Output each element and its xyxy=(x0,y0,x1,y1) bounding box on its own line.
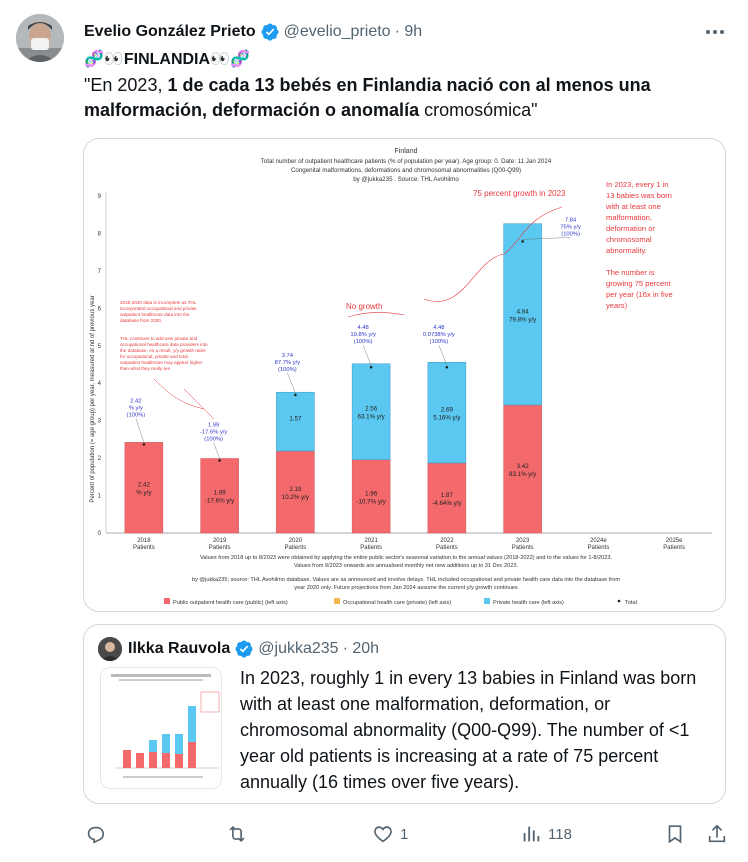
more-options-icon[interactable] xyxy=(704,24,726,40)
side-note-line: In 2023, every 1 in xyxy=(606,180,669,189)
side-note-line: with at least one xyxy=(606,202,661,211)
bar-public-value: 2.42 xyxy=(137,481,150,489)
side-note-line: growing 75 percent xyxy=(606,279,671,288)
quoted-avatar-photo xyxy=(98,637,122,661)
x-tick-label-year: 2021 xyxy=(364,538,378,544)
left-note-2-line: than what they really are. xyxy=(120,366,172,371)
quoted-tweet-header xyxy=(98,637,379,661)
growth-annotation: 75 percent growth in 2023 xyxy=(473,189,566,198)
reply-icon xyxy=(84,823,106,845)
quoted-tweet[interactable] xyxy=(83,624,726,804)
x-tick-label-patients: Patients xyxy=(133,545,155,551)
legend-swatch xyxy=(164,598,170,604)
total-label: (100%) xyxy=(429,339,449,346)
tweet-time[interactable]: · 9h xyxy=(394,23,423,40)
views-button[interactable] xyxy=(520,820,572,848)
legend-label: Public outpatient health care (public) (left axis) xyxy=(173,600,288,606)
chart-footnote-1: Values from 2018 up to 8/2023 were obtained by applying the entire public sector's seasonal variation to the annual values (2018-2022) and to the values for 1-8/2023. xyxy=(199,555,613,561)
left-note-2-line: outpatient healthcare may appear higher xyxy=(120,360,203,365)
left-note-2-line: occupational healthcare data providers into xyxy=(120,342,208,347)
x-tick-label-patients: Patients xyxy=(436,545,458,551)
bar-public-value: 2.19 xyxy=(289,485,302,493)
chart-footnote-4: year 2020 only. Future projections from Jan 2024 assume the current y/y growth continues xyxy=(294,585,518,591)
y-tick-label: 0 xyxy=(97,531,101,537)
side-note-line: per year (16x in five xyxy=(606,290,673,299)
tweet-text xyxy=(84,73,684,123)
side-note-line: malformation, xyxy=(606,213,653,222)
left-note-2-line: the database. As a result, y/y growth rates xyxy=(120,348,206,353)
legend-label: Total xyxy=(625,600,637,606)
views-icon xyxy=(520,823,542,845)
bar-private-value: 2.69 xyxy=(440,406,453,414)
y-tick-label: 8 xyxy=(97,231,101,238)
total-marker xyxy=(370,366,373,369)
side-note-line: 13 babies was born xyxy=(606,191,672,200)
legend-label: Occupational health care (private) (left axis) xyxy=(343,600,452,606)
total-label: 7.84 xyxy=(564,217,577,224)
y-tick-label: 9 xyxy=(97,194,101,200)
quoted-author-avatar[interactable] xyxy=(98,637,122,661)
retweet-button[interactable] xyxy=(226,820,254,848)
bar-public-value: 1.87 xyxy=(440,491,453,499)
bar-public-value: 1.96 xyxy=(365,490,378,498)
x-tick-label-year: 2025e xyxy=(665,538,683,544)
x-tick-label-year: 2022 xyxy=(440,538,454,544)
heart-icon xyxy=(372,823,394,845)
total-label: 2.42 xyxy=(130,398,142,405)
side-note-line: deformation or xyxy=(606,224,655,233)
reply-button[interactable] xyxy=(84,820,112,848)
x-tick-label-patients: Patients xyxy=(511,545,534,551)
total-label: 0.0738% y/y xyxy=(422,332,455,339)
bookmark-icon xyxy=(664,823,686,845)
quoted-author-handle[interactable]: @jukka235 xyxy=(258,640,339,657)
quoted-tweet-text: In 2023, roughly 1 in every 13 babies in Finland was born with at least one malformation, deformation, or chromosomal abnormality (Q00-Q99). The number of <1 year old patients is increasing at a rate of 75 percent annually (16 times over five years). xyxy=(240,668,697,792)
retweet-icon xyxy=(226,823,248,845)
x-tick-label-patients: Patients xyxy=(360,545,382,551)
chart xyxy=(84,139,726,612)
bar-private-growth: 5.16% y/y xyxy=(433,414,461,422)
bar-private-growth: 79.8% y/y xyxy=(509,316,537,324)
bar-public-growth: 10.2% y/y xyxy=(281,493,309,501)
quoted-tweet-time[interactable]: · 20h xyxy=(342,640,380,657)
tweet-title-line: 🧬👀FINLANDIA👀🧬 xyxy=(84,51,250,68)
left-note-1-line: 2018-2020 data is incomplete as THL xyxy=(120,300,197,305)
total-marker xyxy=(143,443,146,446)
x-tick-label-patients: Patients xyxy=(208,545,231,551)
x-tick-label-year: 2020 xyxy=(288,538,303,544)
no-growth-annotation: No growth xyxy=(346,302,383,311)
share-icon xyxy=(706,823,728,845)
total-label: (100%) xyxy=(126,412,146,419)
y-tick-label: 2 xyxy=(97,456,101,463)
x-tick-label-patients: Patients xyxy=(663,545,685,551)
left-note-1-line: incorporated occupational and private xyxy=(120,306,197,311)
left-note-1-line: outpatient healthcare data into the xyxy=(120,312,190,317)
total-label: (100%) xyxy=(278,366,297,373)
total-leader-line xyxy=(363,345,371,365)
bar-public-growth: % y/y xyxy=(136,489,152,497)
quoted-chart-thumbnail xyxy=(101,668,222,789)
side-note-line: The number is xyxy=(606,268,655,277)
total-label: 87.7% y/y xyxy=(274,359,301,366)
x-tick-label-year: 2024e xyxy=(590,538,607,544)
bar-public-growth: -17.6% y/y xyxy=(205,497,235,505)
like-count: 1 xyxy=(400,825,409,843)
share-button[interactable] xyxy=(706,820,728,848)
quoted-author-name[interactable]: Ilkka Rauvola xyxy=(128,640,231,657)
left-note-2-line: for occupational, private and total xyxy=(120,354,188,359)
verified-badge-icon xyxy=(260,22,280,42)
total-label: 3.74 xyxy=(281,352,294,359)
chart-subtitle-2: Congenital malformations, deformations and chromosomal abnormalities (Q00-Q99) xyxy=(290,167,522,174)
author-handle[interactable]: @evelio_prieto xyxy=(283,23,391,40)
total-leader-line xyxy=(136,418,144,442)
quoted-verified-badge-icon xyxy=(234,639,254,659)
y-tick-label: 3 xyxy=(97,418,101,425)
like-button[interactable] xyxy=(372,820,408,848)
legend-swatch xyxy=(484,598,490,604)
total-label: % y/y xyxy=(128,405,143,412)
side-note-line: abnormality. xyxy=(606,246,647,255)
left-note-2-line: THL continues to add new private and xyxy=(120,336,198,341)
author-avatar[interactable] xyxy=(16,14,64,62)
total-marker xyxy=(218,459,221,462)
tweet-image[interactable] xyxy=(83,138,726,612)
chart-ylabel: Percent of population (= age group) per year, measured at nd of previous year xyxy=(90,295,96,503)
bar-public-value: 1.99 xyxy=(213,489,226,497)
legend-label: Private health care (left axis) xyxy=(493,600,564,606)
total-label: (100%) xyxy=(561,231,580,238)
x-tick-label-patients: Patients xyxy=(587,545,610,551)
total-leader-line xyxy=(287,373,295,393)
views-count: 118 xyxy=(548,825,572,843)
total-label: 75% y/y xyxy=(560,224,581,231)
avatar-photo xyxy=(16,14,64,62)
tweet-text-part1: "En 2023, xyxy=(84,75,168,95)
x-tick-label-year: 2018 xyxy=(137,538,151,544)
bar-public-growth: 83.1% y/y xyxy=(509,470,537,478)
bar-public-growth: -4.64% y/y xyxy=(432,499,462,507)
bar-public-value: 3.42 xyxy=(516,462,529,470)
left-note-1-line: database from 2020. xyxy=(120,318,163,323)
author-name[interactable]: Evelio González Prieto xyxy=(84,23,256,40)
bookmark-button[interactable] xyxy=(664,820,686,848)
left-note-arrow-1 xyxy=(154,379,204,409)
chart-footnote-2: Values from 9/2023 onwards are annualised monthly net new additions up to 31 Dec 2023. xyxy=(293,563,519,569)
tweet-text-bold: 1 de cada 13 bebés en Finlandia nació con al menos una malformación, deformación o anomalía xyxy=(84,75,651,120)
total-label: -17.6% y/y xyxy=(199,429,228,436)
total-label: 1.99 xyxy=(207,422,220,429)
total-leader-line xyxy=(214,442,220,458)
x-tick-label-year: 2023 xyxy=(515,538,530,544)
x-tick-label-year: 2019 xyxy=(212,538,227,544)
chart-subtitle-3: by @jukka235 . Source: THL Avohilmo xyxy=(353,176,459,183)
total-label: 4.48 xyxy=(357,325,369,332)
total-marker xyxy=(521,240,524,243)
legend-swatch xyxy=(618,600,621,603)
tweet-header xyxy=(84,20,422,44)
x-tick-label-patients: Patients xyxy=(284,545,307,551)
bar-private-value: 2.56 xyxy=(365,405,378,413)
side-note-line: years) xyxy=(606,301,628,310)
chart-subtitle-1: Total number of outpatient healthcare patients (% of population per year). Age group: 0. Date: 11 Jan 2024 xyxy=(260,158,552,165)
y-tick-label: 1 xyxy=(97,493,101,500)
side-note-line: chromosomal xyxy=(606,235,652,244)
y-tick-label: 7 xyxy=(97,268,101,275)
legend-swatch xyxy=(334,598,340,604)
chart-title: Finland xyxy=(394,148,418,155)
no-growth-arrow xyxy=(348,312,404,317)
total-marker xyxy=(294,394,297,397)
chart-footnote-3: by @jukka235; source: THL Avohilmo database. Values are as announced and involve delays. THL included occupational and private health care data into the database from xyxy=(191,577,621,583)
total-label: 19.8% y/y xyxy=(350,332,376,339)
y-tick-label: 6 xyxy=(97,306,101,313)
y-tick-label: 5 xyxy=(97,343,101,350)
total-label: (100%) xyxy=(353,339,373,346)
bar-private-growth: 63.1% y/y xyxy=(357,413,385,421)
bar-private-value: 4.84 xyxy=(516,308,529,316)
chart-annotations xyxy=(120,180,673,458)
action-bar xyxy=(80,820,730,848)
quoted-tweet-thumbnail[interactable] xyxy=(100,667,222,789)
chart-bars xyxy=(125,224,542,533)
bar-private-value: 1.57 xyxy=(289,415,302,423)
total-label: (100%) xyxy=(204,436,223,443)
bar-public-growth: -10.7% y/y xyxy=(356,498,386,506)
chart-legend xyxy=(164,598,637,606)
total-marker xyxy=(446,366,449,369)
total-label: 4.48 xyxy=(433,325,445,332)
tweet-text-part2: cromosómica" xyxy=(419,100,538,120)
y-tick-label: 4 xyxy=(97,381,101,388)
